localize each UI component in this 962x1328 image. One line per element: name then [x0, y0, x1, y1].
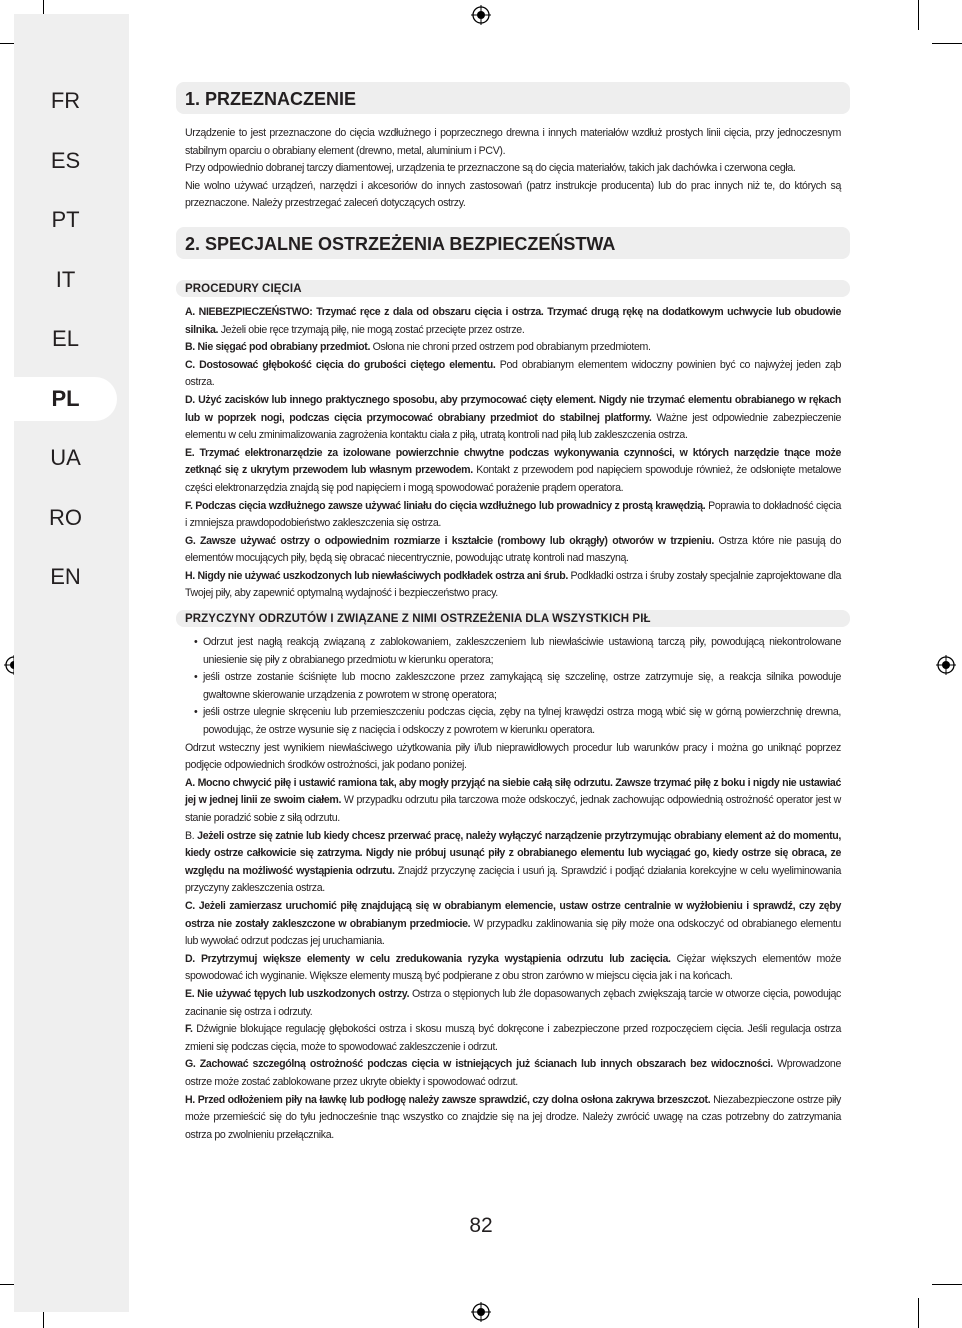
crop-mark	[932, 1284, 962, 1285]
item-text: Ważne jest odpowiednie zabezpieczenie elementu w celu zminimalizowania zagrożenia kontaktu ciała z piłą, utratą kontroli nad piłą lub zakleszczenia ostrza.	[185, 411, 842, 442]
item-text: Osłona nie chroni przed ostrzem pod obrabianym przedmiotem.	[370, 341, 651, 354]
lang-tab-it[interactable]: IT	[55, 267, 76, 292]
lang-tab-ua[interactable]: UA	[50, 445, 81, 470]
item-text: Ciężar większych elementów może spowodować ich wyginanie. Większe elementy muszą być podpierane z obu stron zarówno w miejscu cięcia jak i na końcach.	[185, 952, 842, 983]
paragraph: Nie wolno używać urządzeń, narzędzi i akcesoriów do innych zastosowań (patrz instrukcje producenta) lub do prac innych niż te, do których są przeznaczone. Należy przestrzegać zaleceń dotyczących ostrzy.	[185, 179, 841, 210]
main-content	[176, 82, 850, 1144]
warning-item	[185, 1092, 850, 1145]
bullet-item: • jeśli ostrze zostanie ściśnięte lub mocno zakleszczone przez zamykającą się szczelinę, ostrze zatrzymuje się, a reakcja silnika powoduje gwałtowne skierowanie urządzenia z powrotem w stronę operatora;	[185, 669, 850, 704]
item-text: Poprawia to dokładność cięcia i zmniejsza prawdopodobieństwo zakleszczenia się ostrza.	[185, 499, 841, 530]
item-prefix: B.	[185, 829, 198, 842]
warning-item	[185, 357, 850, 392]
item-bold-text: H. Nigdy nie używać uszkodzonych lub niewłaściwych podkładek ostrza ani śrub.	[185, 569, 568, 582]
bullet-item: • Odrzut jest nagłą reakcją związaną z zablokowaniem, zakleszczeniem lub niewłaściwie ustawioną tarczą piły, powodującą niekontrolowane uniesienie się piły z obrabianego przedmiotu w kierunku operatora;	[185, 634, 850, 669]
item-text: Podkładki ostrza i śruby zostały specjalnie zaprojektowane dla Twojej piły, aby zapewnić optymalną wydajność i bezpieczeństwo pracy.	[185, 569, 841, 600]
registration-mark-icon	[936, 655, 956, 675]
warning-item	[185, 775, 850, 828]
paragraph: Urządzenie to jest przeznaczone do cięcia wzdłużnego i poprzecznego drewna i innych materiałów wzdłuż prostych linii cięcia, przy jednoczesnym stabilnym oparciu o obrabiany element (drewno, metal, aluminium i PCV).	[185, 127, 841, 157]
warning-item	[185, 1056, 850, 1091]
warning-item	[185, 568, 850, 603]
bullet-item: • jeśli ostrze ulegnie skręceniu lub przemieszczeniu podczas cięcia, zęby na tylnej krawędzi ostrza mogą wbić się w górną powierzchnię drewna, powodując, że ostrze wysunie się z nacięcia i odskoczy z powrotem w kierunku operatora.	[185, 704, 850, 739]
lang-tab-pt[interactable]: PT	[51, 207, 80, 232]
item-text: Ostrza o stępionych lub źle dopasowanych zębach zwiększają tarcie w otworze cięcia, powodując zacinanie się ostrza i odrzuty.	[185, 987, 842, 1018]
warning-item	[185, 1021, 850, 1056]
warning-item	[185, 339, 850, 357]
kickback-cause-list	[176, 634, 850, 740]
item-bold-text: F. Podczas cięcia wzdłużnego zawsze używać liniału do cięcia wzdłużnego lub prowadnicy z prostą krawędzią.	[185, 499, 706, 512]
section-heading: 2. SPECJALNE OSTRZEŻENIA BEZPIECZEŃSTWA	[176, 227, 850, 259]
item-bold-text: D. Przytrzymuj większe elementy w celu zredukowania ryzyka wystąpienia odrzutu lub zacięcia.	[185, 952, 671, 965]
crop-mark	[918, 0, 919, 30]
item-text: Znajdź przyczynę zacięcia i usuń ją. Sprawdzić i podjąć działania korekcyjne w celu wyeliminowania przyczyny zakleszczenia ostrza.	[185, 864, 841, 895]
registration-mark-icon	[471, 5, 491, 25]
warning-item	[185, 533, 850, 568]
item-bold-text: Jeżeli ostrze się zatnie lub kiedy chcesz przerwać pracę, należy wyłączyć narządzenie przytrzymując obrabiany element aż do momentu, kiedy ostrze całkowicie się zatrzyma. Nigdy nie próbuj usunąć piły z obrabianego elementu lub wyciągać go, kiedy ostrze się obraca, ze względu na możliwość wystąpienia odrzutu.	[185, 829, 841, 877]
item-text: Jeżeli obie ręce trzymają piłę, nie mogą zostać przecięte przez ostrze.	[218, 323, 525, 336]
paragraph: Przy odpowiednio dobranej tarczy diamentowej, urządzenia te przeznaczone są do cięcia materiałów, takich jak dachówka i czerwona cegła.	[185, 162, 796, 175]
lang-tab-en[interactable]: EN	[50, 564, 81, 589]
section-heading: 1. PRZEZNACZENIE	[176, 82, 850, 114]
crop-mark	[932, 43, 962, 44]
item-text: Wprowadzone ostrze może zostać zablokowane przez ukryte obiekty i spowodować odrzut.	[185, 1058, 842, 1088]
item-bold-text: C. Jeżeli zamierzasz uruchomić piłę znajdującą się w obrabianym elemencie, ustaw ostrze centralnie w wyżłobieniu i sprawdź, czy zęby ostrza nie zostały zakleszczone w obrabianym przedmiocie.	[185, 899, 841, 930]
lang-tab-el[interactable]: EL	[52, 326, 79, 351]
item-bold-text: F.	[185, 1023, 193, 1036]
warning-item	[185, 898, 850, 951]
item-bold-text: A. NIEBEZPIECZEŃSTWO: Trzymać ręce z dala od obszaru cięcia i ostrza. Trzymać drugą rękę na dodatkowym uchwycie lub obudowie silnika.	[185, 305, 841, 336]
paragraph: Odrzut wsteczny jest wynikiem niewłaściwego użytkowania piły i/lub nieprawidłowych procedur lub warunków pracy i można go uniknąć poprzez podjęcie odpowiednich środków ostrożności, jak podano poniżej.	[185, 741, 841, 772]
lang-tab-pl[interactable]: PL	[14, 377, 117, 421]
warning-item	[185, 392, 850, 445]
cutting-procedure-list	[176, 304, 850, 603]
item-bold-text: E. Trzymać elektronarzędzie za izolowane powierzchnie chwytne podczas wykonywania czynności, w których narzędzie tnące może zetknąć się z ukrytym przewodem lub własnym przewodem.	[185, 446, 841, 477]
item-bold-text: H. Przed odłożeniem piły na ławkę lub podłogę należy zawsze sprawdzić, czy dolna osłona zakrywa brzeszczot.	[185, 1093, 711, 1106]
page-number: 82	[469, 1214, 493, 1237]
lang-tab-es[interactable]: ES	[50, 148, 81, 173]
item-text: Pod obrabianym elementem widoczny powinien być co najwyżej jeden ząb ostrza.	[185, 358, 841, 389]
item-bold-text: G. Zawsze używać ostrzy o odpowiednim rozmiarze i kształcie (rombowy lub okrągły) otworów w trzpieniu.	[185, 534, 714, 547]
crop-mark	[918, 1298, 919, 1328]
item-text: Dźwignie blokujące regulację głębokości ostrza i skosu muszą być dokręcone i zabezpieczone przed rozpoczęciem cięcia. Jeśli regulacja ostrza zmieni się podczas cięcia, może to spowodować zakleszczenie i odrzut.	[185, 1023, 841, 1053]
item-bold-text: C. Dostosować głębokość cięcia do grubości ciętego elementu.	[185, 358, 496, 371]
kickback-warning-list	[176, 775, 850, 1144]
warning-item	[185, 498, 850, 533]
item-text: W przypadku zaklinowania się piły może ona odskoczyć od obrabianego elementu lub wywołać odrzut podczas jej uruchamiania.	[185, 917, 841, 948]
warning-item	[185, 951, 850, 986]
item-text: Kontakt z przewodem pod napięciem spowoduje również, że odsłonięte metalowe części elektronarzędzia znajdą się pod napięciem i mogą spowodować porażenie prądem operatora.	[185, 464, 842, 494]
subsection-heading: PROCEDURY CIĘCIA	[176, 280, 850, 297]
item-bold-text: G. Zachować szczególną ostrożność podczas cięcia w istniejących już ścianach lub innych obszarach bez widoczności.	[185, 1058, 773, 1071]
lang-tab-ro[interactable]: RO	[49, 505, 82, 530]
warning-item	[185, 986, 850, 1021]
warning-item	[185, 304, 850, 339]
item-bold-text: B. Nie sięgać pod obrabiany przedmiot.	[185, 341, 371, 354]
item-text: Ostrza które nie pasują do elementów mocujących piły, będą się obracać niecentrycznie, powodując utratę kontroli nad maszyną.	[185, 534, 841, 565]
item-bold-text: E. Nie używać tępych lub uszkodzonych ostrzy.	[185, 987, 410, 1000]
item-text: Niezabezpieczone ostrze piły może przemieścić się do tyłu jednocześnie tnąc wszystko co znajdzie się na jej drodze. Należy zwrócić uwagę na czas potrzebny do zatrzymania ostrza po zwolnieniu przełącznika.	[185, 1093, 841, 1141]
item-bold-text: D. Użyć zacisków lub innego praktycznego sposobu, aby przymocować cięty element. Nigdy nie trzymać elementu obrabianego w rękach lub w poprzek nogi, podczas cięcia przymocować obrabiany przedmiot do stabilnej platformy.	[185, 393, 841, 424]
item-text: W przypadku odrzutu piła tarczowa może odskoczyć, jednak zachowując odpowiednią ostrożność operator jest w stanie poradzić sobie z siłą odrzutu.	[185, 794, 841, 824]
item-bold-text: A. Mocno chwycić piłę i ustawić ramiona tak, aby mogły przyjąć na siebie całą siłę odrzutu. Zawsze trzymać piłę z boku i nigdy nie ustawiać jej w jednej linii ze swoim ciałem.	[185, 776, 841, 807]
lang-tab-fr[interactable]: FR	[50, 88, 81, 113]
warning-item	[185, 445, 850, 498]
registration-mark-icon	[471, 1302, 491, 1322]
subsection-heading: PRZYCZYNY ODRZUTÓW I ZWIĄZANE Z NIMI OSTRZEŻENIA DLA WSZYSTKICH PIŁ	[176, 610, 850, 627]
warning-item	[185, 828, 850, 898]
